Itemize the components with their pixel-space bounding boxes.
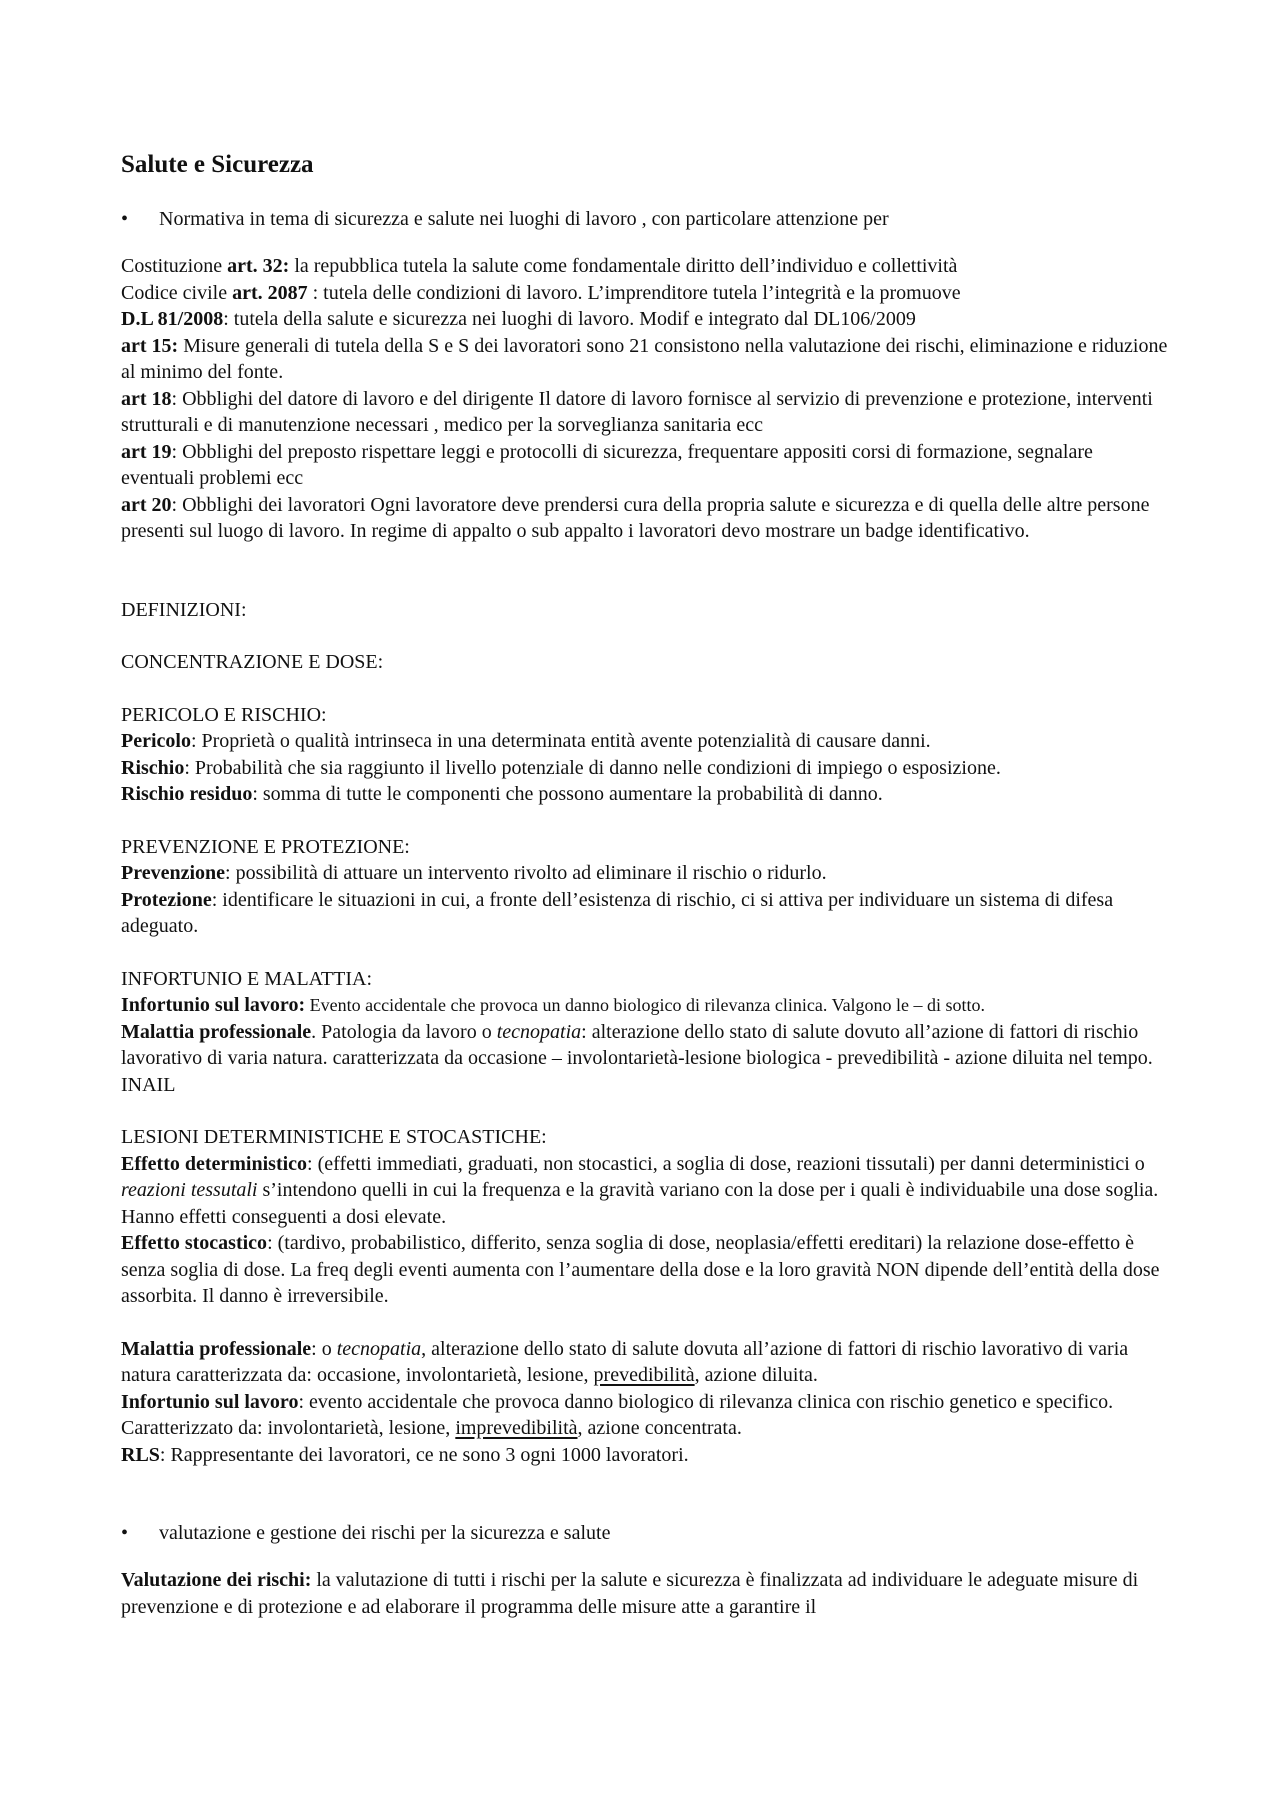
law-item: D.L 81/2008: tutela della salute e sicurezza nei luoghi di lavoro. Modif e integrato dal DL106/2009 bbox=[121, 308, 916, 330]
definition-item: Malattia professionale: o tecnopatia, alterazione dello stato di salute dovuta all’azione di fattori di rischio lavorativo di varia natura caratterizzata da: occasione, involontarietà, lesione, prevedibilità, azione diluita. bbox=[121, 1337, 1129, 1386]
definitions-section bbox=[121, 597, 1171, 1469]
definition-item: Effetto stocastico: (tardivo, probabilistico, differito, senza soglia di dose, neoplasia/effetti ereditari) la relazione dose-effetto è senza soglia di dose. La freq degli eventi aumenta con l’aumentare della dose e la loro gravità NON dipende dell’entità della dose assorbita. Il danno è irreversibile. bbox=[121, 1232, 1160, 1307]
laws-section bbox=[121, 253, 1171, 545]
definition-item: Prevenzione: possibilità di attuare un intervento rivolto ad eliminare il rischio o ridurlo. bbox=[121, 862, 827, 884]
valutazione-section bbox=[121, 1567, 1171, 1620]
bullet-normativa: • Normativa in tema di sicurezza e salute nei luoghi di lavoro , con particolare attenzione per bbox=[121, 208, 889, 230]
section-heading: DEFINIZIONI: bbox=[121, 598, 247, 621]
section-heading: INFORTUNIO E MALATTIA: bbox=[121, 967, 372, 990]
bullet-dot: • bbox=[121, 208, 129, 230]
definition-item: Effetto deterministico: (effetti immediati, graduati, non stocastici, a soglia di dose, reazioni tissutali) per danni deterministici o reazioni tessutali s’intendono quelli in cui la frequenza e la gravità variano con la dose per i quali è individuabile una dose soglia. Hanno effetti conseguenti a dosi elevate. bbox=[121, 1152, 1159, 1228]
section-heading: CONCENTRAZIONE E DOSE: bbox=[121, 651, 384, 673]
section-heading: LESIONI DETERMINISTICHE E STOCASTICHE: bbox=[121, 1126, 547, 1148]
definition-item: Protezione: identificare le situazioni in cui, a fronte dell’esistenza di rischio, ci si attiva per individuare un sistema di difesa adeguato. bbox=[121, 888, 1114, 937]
definition-item: RLS: Rappresentante dei lavoratori, ce ne sono 3 ogni 1000 lavoratori. bbox=[121, 1443, 689, 1466]
definition-item: Rischio: Probabilità che sia raggiunto il livello potenziale di danno nelle condizioni di impiego o esposizione. bbox=[121, 756, 1001, 779]
bullet-dot: • bbox=[121, 1522, 129, 1544]
page-title: Salute e Sicurezza bbox=[121, 151, 314, 178]
definition-item: Rischio residuo: somma di tutte le componenti che possono aumentare la probabilità di danno. bbox=[121, 783, 883, 805]
law-item: Codice civile art. 2087 : tutela delle condizioni di lavoro. L’imprenditore tutela l’integrità e la promuove bbox=[121, 281, 961, 304]
law-item: art 19: Obblighi del preposto rispettare leggi e protocolli di sicurezza, frequentare appositi corsi di formazione, segnalare eventuali problemi ecc bbox=[121, 440, 1093, 489]
law-item: art 18: Obblighi del datore di lavoro e del dirigente Il datore di lavoro fornisce al servizio di prevenzione e protezione, interventi strutturali e di manutenzione necessari , medico per la sorveglianza sanitaria ecc bbox=[121, 387, 1153, 436]
definition-item: Infortunio sul lavoro: Evento accidentale che provoca un danno biologico di rilevanza clinica. Valgono le – di sotto. bbox=[121, 994, 986, 1016]
law-item: art 20: Obblighi dei lavoratori Ogni lavoratore deve prendersi cura della propria salute e sicurezza e di quella delle altre persone presenti sul luogo di lavoro. In regime di appalto o sub appalto i lavoratori devo mostrare un badge identificativo. bbox=[121, 493, 1150, 542]
definition-item: Pericolo: Proprietà o qualità intrinseca in una determinata entità avente potenzialità di causare danni. bbox=[121, 730, 931, 752]
section-heading: PERICOLO E RISCHIO: bbox=[121, 703, 327, 726]
law-item: art 15: Misure generali di tutela della S e S dei lavoratori sono 21 consistono nella valutazione dei rischi, eliminazione e riduzione al minimo del fonte. bbox=[121, 334, 1168, 383]
definition-item: Infortunio sul lavoro: evento accidentale che provoca danno biologico di rilevanza clinica con rischio genetico e specifico. Caratterizzato da: involontarietà, lesione, imprevedibilità, azione concentrata. bbox=[121, 1390, 1114, 1439]
definition-item: Malattia professionale. Patologia da lavoro o tecnopatia: alterazione dello stato di salute dovuto all’azione di fattori di rischio lavorativo di varia natura. caratterizzata da occasione – involontarietà-lesione biologica - prevedibilità - azione diluita nel tempo. INAIL bbox=[121, 1020, 1153, 1096]
definition-item: Valutazione dei rischi: la valutazione di tutti i rischi per la salute e sicurezza è finalizzata ad individuare le adeguate misure di prevenzione e di protezione e ad elaborare il programma delle misure atte a garantire il bbox=[121, 1569, 1139, 1618]
bullet-valutazione: • valutazione e gestione dei rischi per la sicurezza e salute bbox=[121, 1522, 611, 1544]
law-item: Costituzione art. 32: la repubblica tutela la salute come fondamentale diritto dell’individuo e collettività bbox=[121, 255, 958, 277]
document-page bbox=[121, 148, 1171, 1620]
section-heading: PREVENZIONE E PROTEZIONE: bbox=[121, 835, 410, 858]
